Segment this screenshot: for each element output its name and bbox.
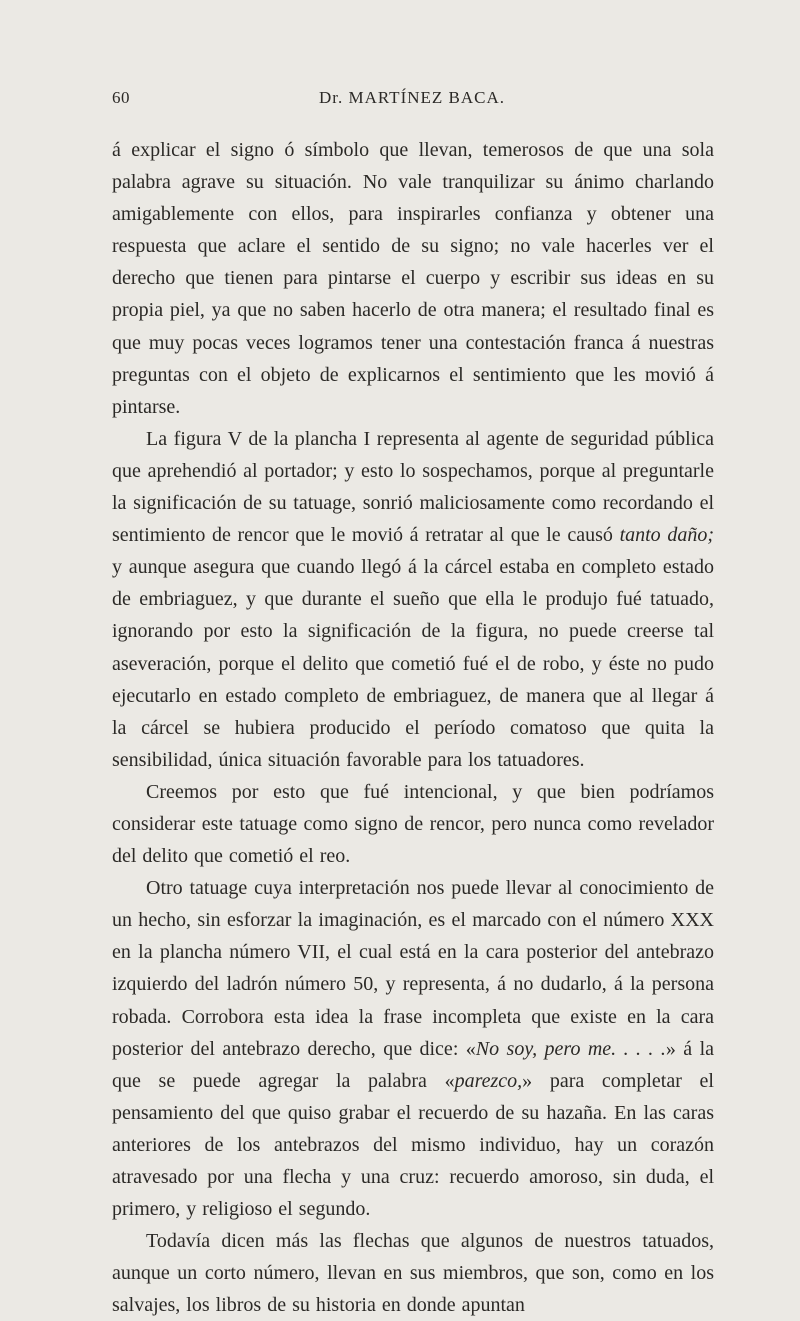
paragraph-3 <box>112 776 714 872</box>
paragraph-1 <box>112 134 714 423</box>
paragraph-4-text-c: » para completar el pensamiento del que quiso grabar el recuerdo de su hazaña. En las caras anteriores de los antebrazos del mismo individuo, hay un corazón atravesado por una flecha y una cruz: recuerdo amoroso, sin duda, el primero, y religioso el segundo. <box>112 1069 714 1221</box>
paragraph-1-text: á explicar el signo ó símbolo que llevan, temerosos de que una sola palabra agrave su situación. No vale tranquilizar su ánimo charlando amigablemente con ellos, para inspirarles confianza y obtener una respuesta que aclare el sentido de su signo; no vale hacerles ver el derecho que tienen para pintarse el cuerpo y escribir sus ideas en su propia piel, ya que no saben hacerlo de otra manera; el resultado final es que muy pocas veces logramos tener una contestación franca á nuestras preguntas con el objeto de explicarnos el sentimiento que les movió á pintarse. <box>112 139 714 418</box>
paragraph-4 <box>112 872 714 1225</box>
paragraph-3-text: Creemos por esto que fué intencional, y que bien podríamos considerar este tatuage como signo de rencor, pero nunca como revelador del delito que cometió el reo. <box>112 780 714 868</box>
paragraph-4-italic-word: parezco, <box>454 1069 523 1092</box>
paragraph-2-text-a: La figura V de la plancha I representa al agente de seguridad pública que aprehendió al portador; y esto lo sospechamos, porque al preguntarle la significación de su tatuage, sonrió maliciosamente como recordando el sentimiento de rencor que le movió á retratar al que le causó <box>112 427 714 547</box>
paragraph-5-text: Todavía dicen más las flechas que algunos de nuestros tatuados, aunque un corto número, llevan en sus miembros, que son, como en los salvajes, los libros de su historia en donde apuntan <box>112 1230 714 1317</box>
paragraph-4-text-a: Otro tatuage cuya interpretación nos puede llevar al conocimiento de un hecho, sin esforzar la imaginación, es el marcado con el número XXX en la plancha número VII, el cual está en la cara posterior del antebrazo izquierdo del ladrón número 50, y representa, á no dudarlo, á la persona robada. Corrobora esta idea la frase incompleta que existe en la cara posterior del antebrazo derecho, que dice: « <box>112 877 714 1060</box>
paragraph-4-italic-quote: No soy, pero me. . . . . <box>475 1037 666 1060</box>
paragraph-2-text-b: y aunque asegura que cuando llegó á la cárcel estaba en completo estado de embriaguez, y que durante el sueño que ella le produjo fué tatuado, ignorando por esto la significación de la figura, no puede creerse tal aseveración, porque el delito que cometió fué el de robo, y éste no pudo ejecutarlo en estado completo de embriaguez, de manera que al llegar á la cárcel se hubiera producido el período comatoso que quita la sensibilidad, única situación favorable para los tatuadores. <box>112 556 714 771</box>
page-body <box>112 134 714 1321</box>
running-title: Dr. MARTÍNEZ BACA. <box>318 88 506 107</box>
paragraph-2-italic: tanto daño; <box>619 524 715 547</box>
paragraph-5 <box>112 1225 714 1321</box>
paragraph-2 <box>112 423 714 776</box>
paragraph-4-text-b: » á la que se puede agregar la palabra « <box>112 1037 715 1092</box>
page-number: 60 <box>112 88 130 107</box>
running-head <box>112 88 712 112</box>
